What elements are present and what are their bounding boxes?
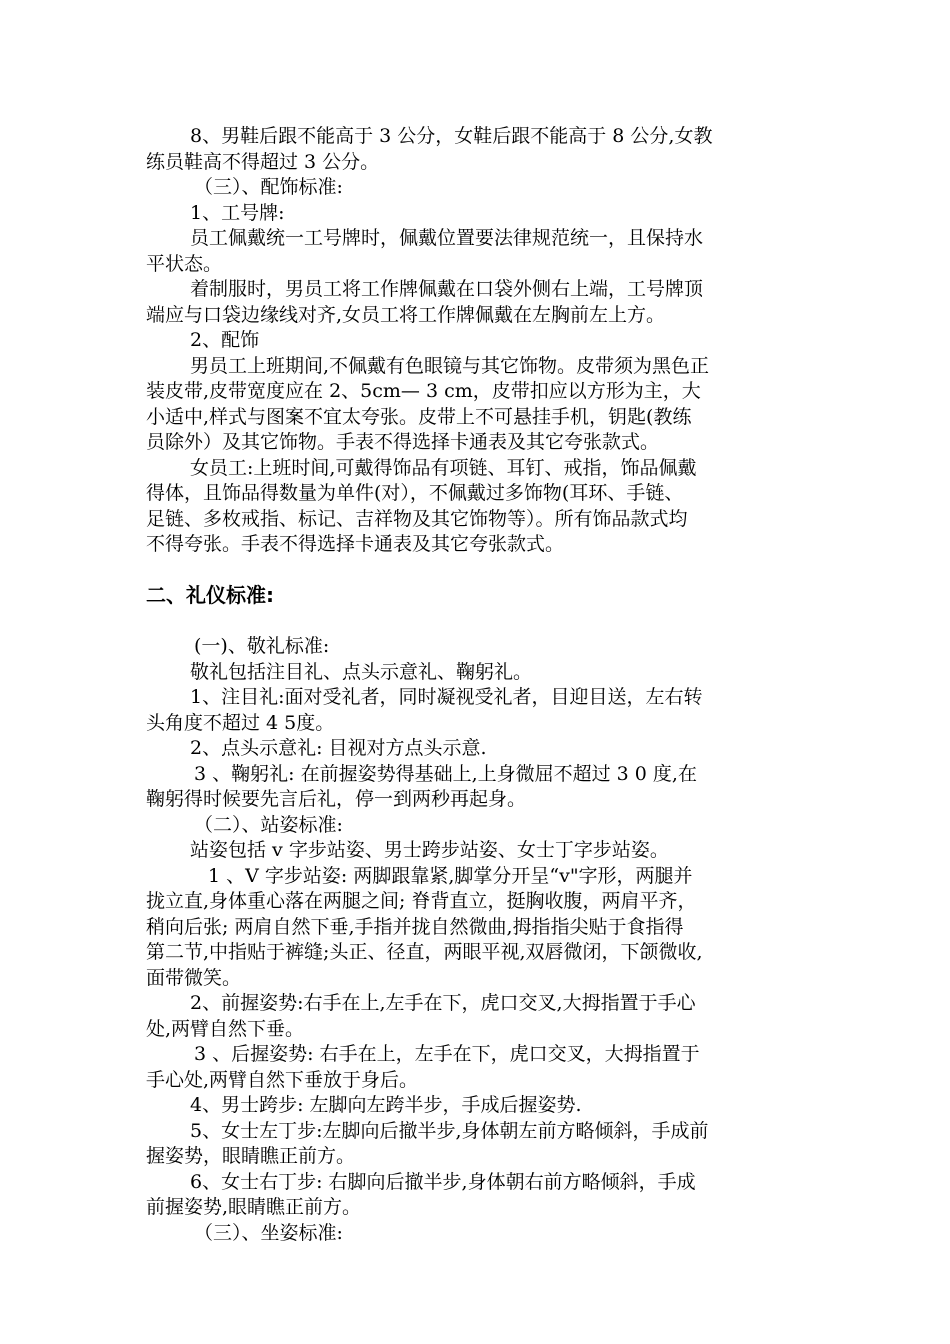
section-subheading: （三）、坐姿标准:	[194, 1221, 343, 1244]
paragraph-line: 1 、V 字步站姿: 两脚跟靠紧,脚掌分开呈“v"字形，两腿并	[208, 864, 693, 887]
paragraph-line: 鞠躬得时候要先言后礼，停一到两秒再起身。	[146, 788, 527, 810]
paragraph-line: 8、男鞋后跟不能高于 3 公分，女鞋后跟不能高于 8 公分,女教	[190, 125, 713, 147]
paragraph-line: 面带微笑。	[146, 966, 242, 989]
paragraph-line: 3 、后握姿势: 右手在上，左手在下，虎口交叉，大拇指置于	[194, 1043, 700, 1065]
paragraph-line: 女员工:上班时间,可戴得饰品有项链、耳钉、戒指，饰品佩戴	[190, 456, 697, 479]
paragraph-line: 前握姿势,眼睛瞧正前方。	[146, 1196, 362, 1218]
paragraph-line: 得体，且饰品得数量为单件(对），不佩戴过多饰物(耳环、手链、	[146, 482, 684, 504]
paragraph-line: 敬礼包括注目礼、点头示意礼、鞠躬礼。	[190, 660, 533, 683]
paragraph-line: 1、工号牌:	[190, 201, 285, 224]
section-heading: 二、礼仪标准:	[146, 583, 274, 607]
section-subheading: （二）、站姿标准:	[194, 813, 343, 836]
blank-line	[146, 558, 810, 584]
paragraph-line: 4、男士跨步: 左脚向左跨半步，手成后握姿势.	[190, 1094, 582, 1116]
paragraph-line: 处,两臂自然下垂。	[146, 1017, 305, 1040]
paragraph-line: 不得夸张。手表不得选择卡通表及其它夸张款式。	[146, 533, 565, 555]
paragraph-line: 稍向后张; 两肩自然下垂,手指并拢自然微曲,拇指指尖贴于食指得	[146, 915, 684, 938]
paragraph-line: 握姿势，眼睛瞧正前方。	[146, 1145, 356, 1167]
paragraph-line: 男员工上班期间,不佩戴有色眼镜与其它饰物。皮带须为黑色正	[190, 354, 710, 377]
section-subheading: （三）、配饰标准:	[194, 176, 343, 198]
paragraph-line: 头角度不超过 4 5度。	[146, 711, 335, 734]
document-body	[146, 124, 810, 1246]
paragraph-line: 端应与口袋边缘线对齐,女员工将工作牌佩戴在左胸前左上方。	[146, 303, 666, 326]
paragraph-line: 练员鞋高不得超过 3 公分。	[146, 150, 380, 173]
paragraph-line: 5、女士左丁步:左脚向后撤半步,身体朝左前方略倾斜，手成前	[190, 1119, 709, 1142]
paragraph-line: 6、女士右丁步: 右脚向后撤半步,身体朝右前方略倾斜，手成	[190, 1170, 696, 1193]
paragraph-line: 员除外）及其它饰物。手表不得选择卡通表及其它夸张款式。	[146, 431, 660, 453]
paragraph-line: 2、点头示意礼: 目视对方点头示意.	[190, 737, 487, 759]
paragraph-line: 2、配饰	[190, 329, 260, 351]
paragraph-line: 手心处,两臂自然下垂放于身后。	[146, 1068, 419, 1091]
blank-line	[146, 609, 810, 635]
paragraph-line: 小适中,样式与图案不宜太夸张。皮带上不可悬挂手机，钥匙(教练	[146, 405, 692, 428]
paragraph-line: 平状态。	[146, 252, 223, 275]
paragraph-line: 2、前握姿势:右手在上,左手在下，虎口交叉,大拇指置于手心	[190, 992, 696, 1014]
paragraph-line: 3 、鞠躬礼: 在前握姿势得基础上,上身微屈不超过 3 0 度,在	[194, 762, 697, 785]
section-subheading: (一)、敬礼标准:	[194, 635, 330, 657]
paragraph-line: 拢立直,身体重心落在两腿之间; 脊背直立，挺胸收腹，两肩平齐，	[146, 890, 697, 912]
paragraph-line: 员工佩戴统一工号牌时，佩戴位置要法律规范统一，且保持水	[190, 227, 704, 249]
paragraph-line: 站姿包括 v 字步站姿、男士跨步站姿、女士丁字步站姿。	[190, 839, 669, 861]
paragraph-line: 足链、多枚戒指、标记、吉祥物及其它饰物等）。所有饰品款式均	[146, 507, 688, 530]
paragraph-line: 着制服时，男员工将工作牌佩戴在口袋外侧右上端，工号牌顶	[190, 278, 704, 300]
paragraph-line: 装皮带,皮带宽度应在 2、5cm— 3 cm，皮带扣应以方形为主，大	[146, 380, 701, 402]
paragraph-line: 1、注目礼:面对受礼者，同时凝视受礼者，目迎目送，左右转	[190, 686, 703, 708]
paragraph-line: 第二节,中指贴于裤缝;头正、径直，两眼平视,双唇微闭，下颌微收,	[146, 941, 703, 963]
